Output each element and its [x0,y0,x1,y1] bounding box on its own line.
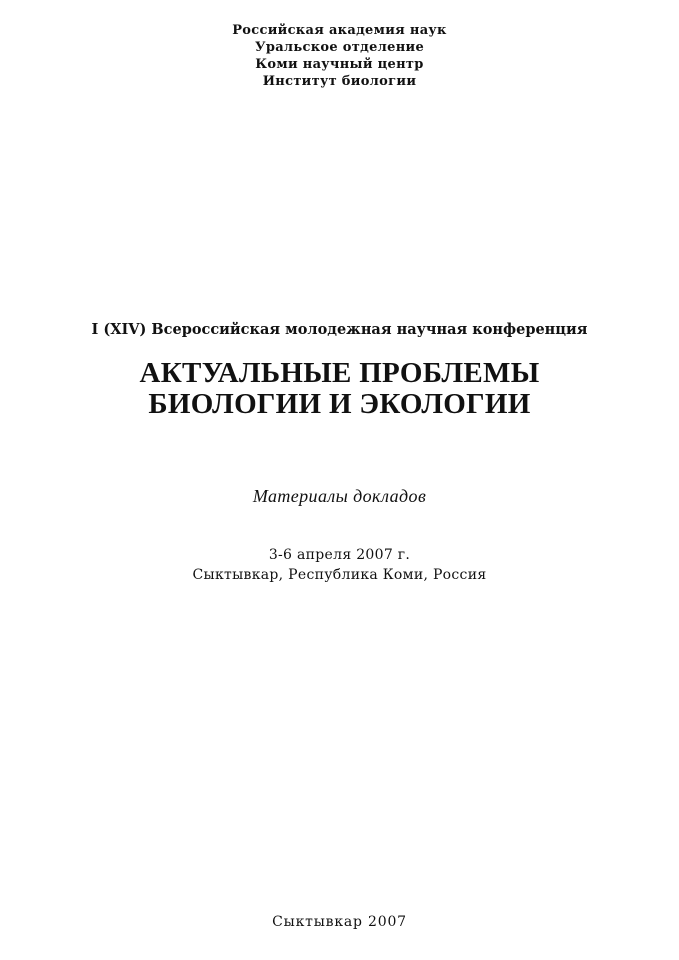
event-details [0,545,679,585]
document-subtitle: Материалы докладов [252,486,427,506]
document-title [0,358,679,420]
affiliation-block [0,22,679,90]
document-title-line-1: АКТУАЛЬНЫЕ ПРОБЛЕМЫ [139,357,540,389]
event-dates: 3-6 апреля 2007 г. [268,547,411,563]
affiliation-center: Коми научный центр [255,57,424,72]
document-title-line-2: БИОЛОГИИ И ЭКОЛОГИИ [148,388,531,420]
affiliation-institute: Институт биологии [262,74,417,89]
affiliation-branch: Уральское отделение [254,40,425,55]
affiliation-academy: Российская академия наук [232,23,447,38]
event-location: Сыктывкар, Республика Коми, Россия [192,567,487,583]
publication-place-year: Сыктывкар 2007 [272,914,407,930]
conference-name: I (XIV) Всероссийская молодежная научная конференция [91,321,588,338]
